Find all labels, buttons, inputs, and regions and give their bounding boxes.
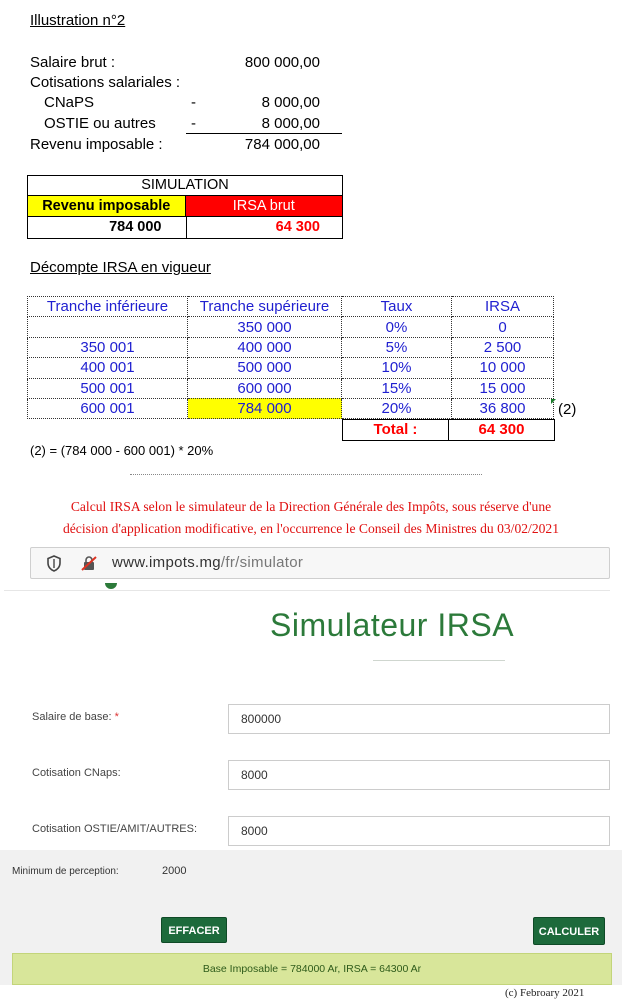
total-value: 64 300	[448, 420, 554, 440]
total-label: Total :	[373, 421, 418, 438]
effacer-button[interactable]: EFFACER	[161, 917, 227, 943]
cell: 10 000	[452, 358, 554, 378]
cell: 5%	[342, 337, 452, 357]
ostie-value: 8 000,00	[261, 115, 320, 132]
cotisations-label: Cotisations salariales :	[30, 74, 181, 91]
calc-note-line1: Calcul IRSA selon le simulateur de la Direction Générale des Impôts, sous réserve d'une	[70, 499, 552, 514]
cotisation-ostie-label: Cotisation OSTIE/AMIT/AUTRES:	[32, 823, 198, 835]
decompte-title: Décompte IRSA en vigueur	[30, 259, 211, 276]
salaire-brut-label: Salaire brut :	[30, 54, 116, 71]
simulation-table	[27, 175, 343, 239]
cotisation-ostie-input[interactable]: 8000	[228, 816, 610, 846]
cell: 0	[452, 317, 554, 337]
cell: 15%	[342, 378, 452, 398]
sim-value-irsa: 64 300	[186, 217, 343, 238]
table-row	[28, 378, 554, 398]
url-text[interactable]	[112, 554, 303, 571]
cnaps-label: CNaPS	[44, 94, 95, 111]
cotisation-cnaps-input[interactable]: 8000	[228, 760, 610, 790]
salaire-base-label: Salaire de base: *	[32, 711, 119, 723]
sim-header-irsa: IRSA brut	[185, 196, 343, 216]
ostie-label: OSTIE ou autres	[44, 115, 156, 132]
table-row	[28, 398, 554, 418]
ostie-sign: -	[191, 115, 196, 132]
nav-divider	[4, 590, 610, 591]
minimum-label: Minimum de perception:	[12, 866, 119, 877]
header-tranche-sup: Tranche supérieure	[188, 297, 342, 317]
cell: 36 800	[452, 398, 554, 418]
cell: 500 000	[188, 358, 342, 378]
salaire-brut-value: 800 000,00	[244, 54, 320, 71]
sum-rule	[186, 133, 342, 134]
table-header-row	[28, 297, 554, 317]
title-underline	[373, 660, 505, 661]
cell: 600 000	[188, 378, 342, 398]
cell: 350 001	[28, 337, 188, 357]
cotisation-cnaps-label: Cotisation CNaps:	[32, 767, 121, 779]
cell: 15 000	[452, 378, 554, 398]
url-path: /fr/simulator	[220, 554, 304, 571]
illustration-title: Illustration n°2	[30, 12, 126, 29]
minimum-value: 2000	[162, 865, 187, 877]
table-row	[28, 317, 554, 337]
calculer-button[interactable]: CALCULER	[533, 917, 605, 945]
required-asterisk: *	[114, 711, 119, 723]
cell: 500 001	[28, 378, 188, 398]
cell: 400 000	[188, 337, 342, 357]
dotted-divider	[130, 474, 482, 475]
cell: 400 001	[28, 358, 188, 378]
footnote-marker: (2)	[558, 401, 577, 418]
cell: 10%	[342, 358, 452, 378]
url-host: www.impots.mg	[112, 554, 221, 571]
comment-marker-icon	[551, 399, 556, 404]
copyright: (c) Febroary 2021	[505, 987, 585, 999]
cell: 600 001	[28, 398, 188, 418]
simulation-title: SIMULATION	[28, 176, 342, 196]
cell	[28, 317, 188, 337]
table-row	[28, 337, 554, 357]
header-taux: Taux	[342, 297, 452, 317]
cell: 0%	[342, 317, 452, 337]
simulator-title: Simulateur IRSA	[270, 607, 515, 643]
footnote-text: (2) = (784 000 - 600 001) * 20%	[30, 443, 214, 458]
sim-header-revenu: Revenu imposable	[28, 196, 185, 216]
revenu-imposable-value: 784 000,00	[244, 136, 320, 153]
cell-highlight: 784 000	[188, 398, 342, 418]
revenu-imposable-label: Revenu imposable :	[30, 136, 163, 153]
table-row	[28, 358, 554, 378]
calc-note	[20, 496, 602, 540]
calc-note-line2: décision d'application modificative, en l'occurrence le Conseil des Ministres du 03/02/2021	[62, 521, 560, 536]
irsa-table	[27, 296, 554, 419]
cnaps-sign: -	[191, 94, 196, 111]
shield-icon[interactable]	[46, 555, 62, 572]
header-irsa: IRSA	[452, 297, 554, 317]
cell: 2 500	[452, 337, 554, 357]
cell: 20%	[342, 398, 452, 418]
salaire-base-input[interactable]: 800000	[228, 704, 610, 734]
cnaps-value: 8 000,00	[261, 94, 320, 111]
cell: 350 000	[188, 317, 342, 337]
sim-value-revenu: 784 000	[109, 219, 162, 235]
insecure-lock-icon[interactable]	[80, 555, 98, 572]
total-row	[342, 419, 555, 441]
header-tranche-inf: Tranche inférieure	[28, 297, 188, 317]
result-banner: Base Imposable = 784000 Ar, IRSA = 64300 Ar	[12, 953, 612, 985]
